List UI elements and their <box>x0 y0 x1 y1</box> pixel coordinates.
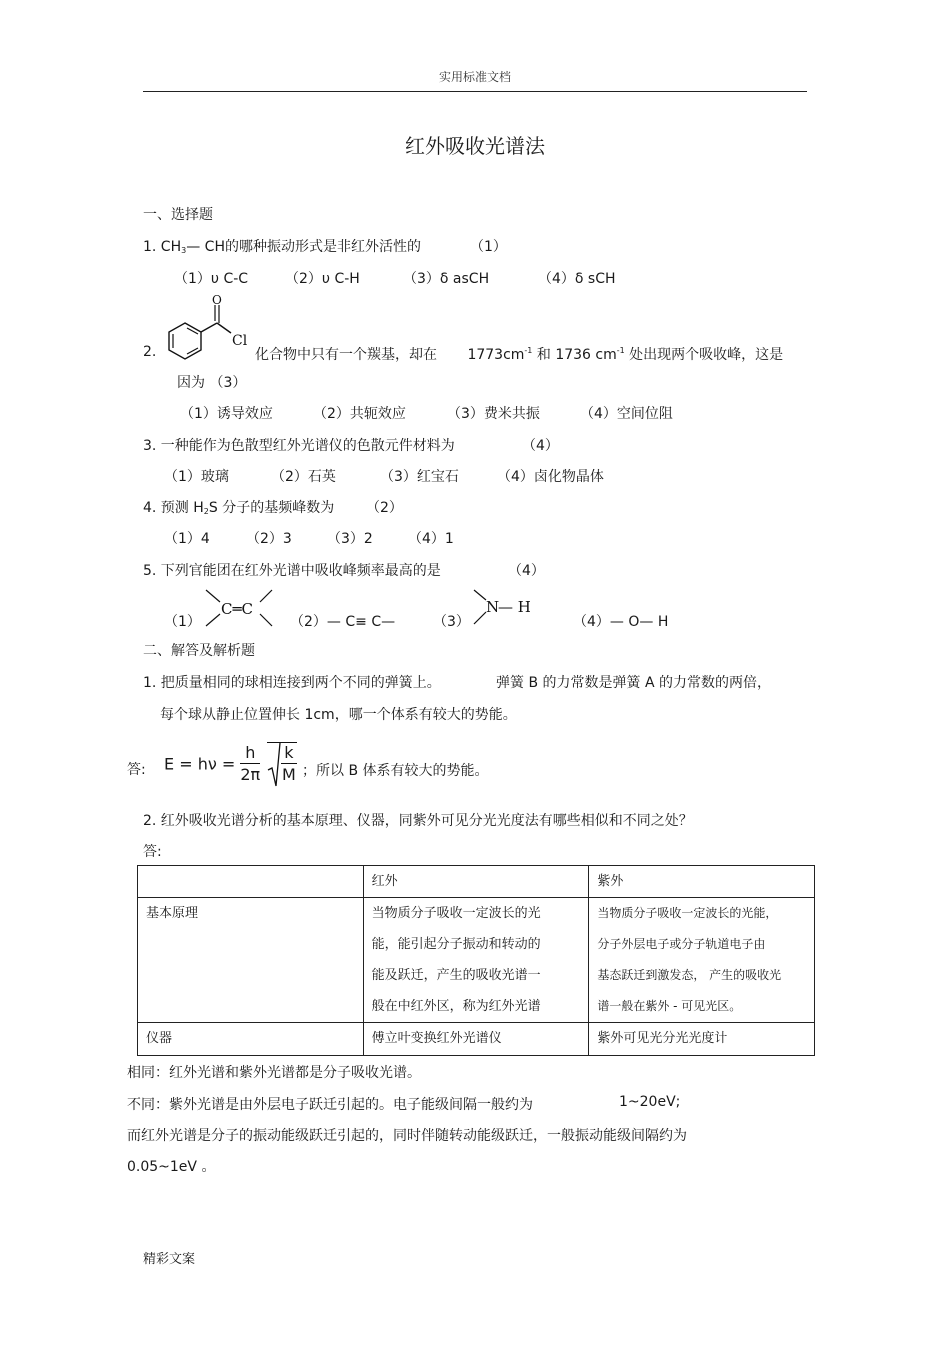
q5-option-1: （1） <box>164 614 201 630</box>
structure-oxygen-label: O <box>212 293 222 307</box>
a2-diff-a: 不同：紫外光谱是由外层电子跃迁引起的。电子能级间隔一般约为 <box>127 1097 533 1113</box>
q3-option-2: （2）石英 <box>271 469 336 485</box>
formula-lhs: E = hν = <box>164 754 236 774</box>
q2-option-1: （1）诱导效应 <box>180 406 273 422</box>
a2-diff-a-value: 1~20eV; <box>619 1094 681 1110</box>
formula-k: k <box>281 743 296 764</box>
q2-text-c: 处出现两个吸收峰，这是 <box>629 347 784 363</box>
q1-number: 1. CH <box>143 239 182 255</box>
q2-sup-1: -1 <box>524 346 533 355</box>
q1-text: — CH的哪种振动形式是非红外活性的 <box>186 239 421 255</box>
instrument-ir: 傅立叶变换红外光谱仪 <box>363 1023 589 1056</box>
q1-option-4: （4）δ sCH <box>538 271 616 287</box>
table-header-uv: 紫外 <box>589 866 815 898</box>
q2-text-a: 化合物中只有一个羰基，却在 <box>255 347 437 363</box>
q1-option-1: （1）υ C-C <box>174 271 249 287</box>
question-2-line-1 <box>255 344 783 364</box>
header-rule <box>143 91 807 92</box>
a1-line-1b: 弹簧 B 的力常数是弹簧 A 的力常数的两倍， <box>496 675 771 691</box>
q2-sup-2: -1 <box>616 346 625 355</box>
formula-fraction <box>240 743 260 786</box>
table-row-principle <box>138 898 815 1023</box>
a2-question: 2. 红外吸收光谱分析的基本原理、仪器，同紫外可见分光光度法有哪些相似和不同之处？ <box>143 813 693 829</box>
q4-subscript: 2 <box>203 507 209 516</box>
principle-label: 基本原理 <box>138 898 364 1023</box>
a1-formula <box>164 742 297 786</box>
q4-option-1: （1）4 <box>164 531 210 547</box>
principle-uv-line-1: 当物质分子吸收一定波长的光能， <box>597 906 778 920</box>
q4-option-3: （3）2 <box>327 531 373 547</box>
a1-line-1a: 1. 把质量相同的球相连接到两个不同的弹簧上。 <box>143 675 441 691</box>
section-heading-choice: 一、选择题 <box>143 207 213 223</box>
table-header-ir: 红外 <box>363 866 589 898</box>
q5-option-4: （4）— O— H <box>573 614 669 630</box>
principle-uv-line-3: 基态跃迁到激发态， 产生的吸收光 <box>597 968 782 982</box>
comparison-table <box>137 865 815 1056</box>
question-4 <box>143 497 334 517</box>
q2-line-2: 因为 （3） <box>177 375 247 391</box>
formula-2pi: 2π <box>240 764 261 784</box>
structure-chlorine-label: Cl <box>232 333 248 349</box>
q5-answer: （4） <box>508 563 545 579</box>
q1-answer: （1） <box>470 239 507 255</box>
principle-ir-line-1: 当物质分子吸收一定波长的光 <box>371 906 541 921</box>
q4-option-4: （4）1 <box>408 531 454 547</box>
principle-ir-line-4: 般在中红外区，称为红外光谱 <box>371 999 541 1014</box>
a1-answer-text: ；所以 B 体系有较大的势能。 <box>302 763 489 779</box>
q4-text-a: 4. 预测 H <box>143 500 204 516</box>
q2-number: 2. <box>143 344 157 360</box>
q1-option-3: （3）δ asCH <box>403 271 490 287</box>
q2-option-3: （3）费米共振 <box>447 406 540 422</box>
question-3: 3. 一种能作为色散型红外光谱仪的色散元件材料为 <box>143 438 455 454</box>
formula-sqrt <box>267 742 296 786</box>
page-footer: 精彩文案 <box>143 1252 196 1267</box>
principle-ir <box>363 898 589 1023</box>
principle-uv <box>589 898 815 1023</box>
q5-option-2: （2）— C≡ C— <box>290 614 396 630</box>
q4-option-2: （2）3 <box>246 531 292 547</box>
principle-ir-line-3: 能及跃迁，产生的吸收光谱一 <box>371 968 541 983</box>
amine-n-label: N <box>486 598 500 616</box>
q2-wavenumber-2: 1736 cm <box>555 347 617 363</box>
section-heading-answers: 二、解答及解析题 <box>143 643 255 659</box>
sqrt-fraction <box>281 743 296 786</box>
formula-h: h <box>240 743 260 764</box>
q2-text-b: 和 <box>536 347 551 363</box>
benzoyl-chloride-structure <box>165 293 255 365</box>
formula-m: M <box>281 765 296 784</box>
q2-option-4: （4）空间位阻 <box>580 406 673 422</box>
q3-option-4: （4）卤化物晶体 <box>497 469 604 485</box>
instrument-label: 仪器 <box>138 1023 364 1056</box>
a2-answer-label: 答: <box>143 844 162 860</box>
alkene-label: C═C <box>221 600 253 618</box>
page-header: 实用标准文档 <box>438 70 511 84</box>
q1-option-2: （2）υ C-H <box>285 271 360 287</box>
question-1 <box>143 236 421 256</box>
a1-line-2: 每个球从静止位置伸长 1cm，哪一个体系有较大的势能。 <box>160 707 517 723</box>
q5-option-3: （3） <box>433 614 470 630</box>
a2-same: 相同：红外光谱和紫外光谱都是分子吸收光谱。 <box>127 1065 421 1081</box>
amine-structure <box>470 586 536 628</box>
table-header-blank <box>138 866 364 898</box>
q2-option-2: （2）共轭效应 <box>313 406 406 422</box>
q3-option-1: （1）玻璃 <box>164 469 229 485</box>
question-5: 5. 下列官能团在红外光谱中吸收峰频率最高的是 <box>143 563 441 579</box>
document-title: 红外吸收光谱法 <box>405 134 545 158</box>
q3-answer: （4） <box>522 438 559 454</box>
a2-diff-b: 而红外光谱是分子的振动能级跃迁引起的，同时伴随转动能级跃迁，一般振动能级间隔约为 <box>127 1128 687 1144</box>
alkene-structure <box>200 586 278 630</box>
principle-uv-line-2: 分子外层电子或分子轨道电子由 <box>597 937 766 951</box>
q4-text-b: S 分子的基频峰数为 <box>208 500 335 516</box>
q2-wavenumber-1: 1773cm <box>467 347 525 363</box>
a2-diff-c: 0.05~1eV 。 <box>127 1159 216 1175</box>
q1-subscript: 3 <box>181 246 187 255</box>
principle-ir-line-2: 能，能引起分子振动和转动的 <box>371 937 541 952</box>
table-row-instrument <box>138 1023 815 1056</box>
table-header-row <box>138 866 815 898</box>
q4-answer: （2） <box>366 500 403 516</box>
q3-option-3: （3）红宝石 <box>380 469 459 485</box>
amine-h-label: — H <box>498 598 531 616</box>
a1-answer-label: 答: <box>127 762 146 778</box>
principle-uv-line-4: 谱一般在紫外 - 可见光区。 <box>597 999 742 1013</box>
sqrt-sign-icon <box>267 742 281 788</box>
instrument-uv: 紫外可见光分光光度计 <box>589 1023 815 1056</box>
